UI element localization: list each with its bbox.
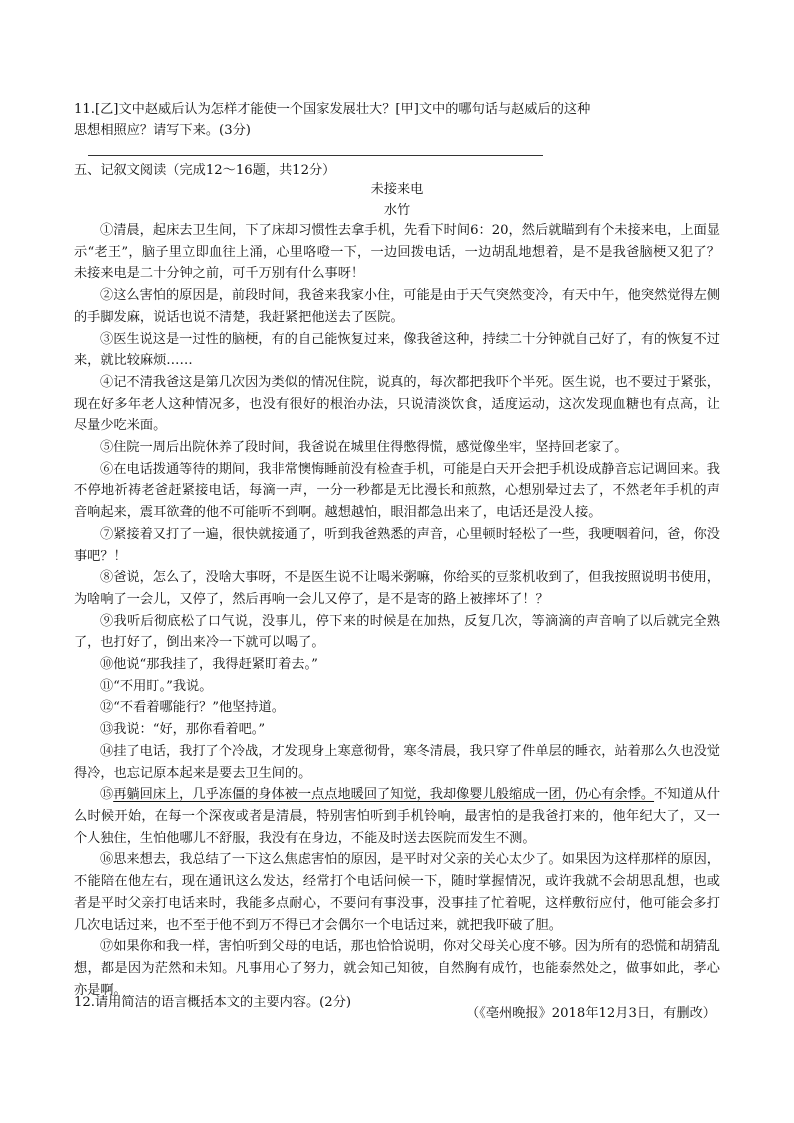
- paragraph-15-marker: ⑮: [100, 787, 114, 803]
- question-12: 12.请用简洁的语言概括本文的主要内容。(2分): [74, 995, 352, 1010]
- underlined-sentence: 再躺回床上，几乎冻僵的身体被一点点地暖回了知觉，我却像婴儿般缩成一团，仍心有余悸。: [113, 787, 655, 803]
- article-title: 未接来电: [370, 182, 424, 197]
- question-11-line2: 思想相照应？请写下来。(3分): [74, 123, 251, 138]
- paragraph-1: ①清晨，起床去卫生间，下了床却习惯性去拿手机，先看下时间6：20，然后就瞄到有个未接来电，上面显示“老王”，脑子里立即血往上涌，心里咯噔一下，一边回拨电话，一边胡乱地想着，是不是我爸脑梗又犯了？未接来电是二十分钟之前，可千万别有什么事呀！: [74, 223, 720, 282]
- paragraph-16: ⑯思来想去，我总结了一下这么焦虑害怕的原因，是平时对父亲的关心太少了。如果因为这样那样的原因，不能陪在他左右，现在通讯这么发达，经常打个电话问候一下，随时掌握情况，或许我就不会胡思乱想，也或者是平时父亲打电话来时，我能多点耐心，不要问有事没事，没事挂了忙着呢，这样敷衍应付，他可能会多打几次电话过来，也不至于他不到万不得已才会偶尔一个电话过来，就把我吓破了胆。: [74, 852, 720, 933]
- paragraph-4: ④记不清我爸这是第几次因为类似的情况住院，说真的，每次都把我吓个半死。医生说，也不要过于紧张，现在好多年老人这种情况多，也没有很好的根治办法，只说清淡饮食，适度运动，这次发现血糖也有点高，让尽量少吃米面。: [74, 374, 720, 434]
- paragraph-17: ⑰如果你和我一样，害怕听到父母的电话，那也恰恰说明，你对父母关心度不够。因为所有的恐慌和胡猜乱想，都是因为茫然和未知。凡事用心了努力，就会知己知彼，自然胸有成竹，也能泰然处之，做事如此，孝心亦是啊。: [74, 939, 720, 998]
- paragraph-12: ⑫“不看着哪能行？”他坚持道。: [100, 700, 285, 716]
- question-11-line1: 11.[乙]文中赵威后认为怎样才能使一个国家发展壮大？[甲]文中的哪句话与赵威后的这种: [74, 102, 591, 117]
- section-title: 五、记叙文阅读（完成12～16题，共12分）: [74, 163, 336, 178]
- paragraph-13: ⑬我说：“好，那你看着吧。”: [100, 722, 266, 738]
- paragraph-8: ⑧爸说，怎么了，没啥大事呀，不是医生说不让喝米粥嘛，你给买的豆浆机收到了，但我按照说明书使用，为啥响了一会儿，又停了，然后再响一会儿又停了，是不是寄的路上被摔坏了！？: [74, 570, 720, 607]
- paragraph-3: ③医生说这是一过性的脑梗，有的自己能恢复过来，像我爸这种，持续二十分钟就自己好了，有的恢复不过来，就比较麻烦……: [74, 331, 720, 369]
- paragraph-15: [74, 784, 720, 849]
- paragraph-5: ⑤住院一周后出院休养了段时间，我爸说在城里住得憋得慌，感觉像坐牢，坚持回老家了。: [100, 440, 628, 456]
- paragraph-14: ⑭挂了电话，我打了个冷战，才发现身上寒意彻骨，寒冬清晨，我只穿了件单层的睡衣，站着那么久也没觉得冷，也忘记原本起来是要去卫生间的。: [74, 743, 720, 781]
- article-body: [74, 220, 720, 1025]
- paragraph-7: ⑦紧接着又打了一遍，很快就接通了，听到我爸熟悉的声音，心里顿时轻松了一些，我哽咽着问，爸，你没事吧？！: [74, 526, 720, 564]
- paragraph-6: ⑥在电话拨通等待的期间，我非常懊悔睡前没有检查手机，可能是白天开会把手机设成静音忘记调回来。我不停地祈祷老爸赶紧接电话，每滴一声，一分一秒都是无比漫长和煎熬，心想别晕过去了，不然老年手机的声音响起来，震耳欲聋的他不可能听不到啊。越想越怕，眼泪都急出来了，电话还是没人接。: [74, 461, 720, 521]
- article-author: 水竹: [383, 203, 411, 218]
- paragraph-11: ⑪“不用盯。”我说。: [100, 678, 213, 694]
- paragraph-15-rest: 不知道从什么时候开始，在每一个深夜或者是清晨，特别害怕听到手机铃响，最害怕的是我爸打来的，他年纪大了，又一个人独住，生怕他哪儿不舒服，我没有在身边，不能及时送去医院而发生不测。: [74, 787, 721, 846]
- paragraph-10: ⑩他说“那我挂了，我得赶紧盯着去。”: [100, 657, 318, 673]
- question-11: [74, 99, 714, 141]
- article-source: （《亳州晚报》2018年12月3日，有删改）: [466, 1006, 716, 1022]
- paragraph-2: ②这么害怕的原因是，前段时间，我爸来我家小住，可能是由于天气突然变冷，有天中午，他突然觉得左侧的手脚发麻，说话也说不清楚，我赶紧把他送去了医院。: [74, 288, 720, 325]
- answer-line: [88, 155, 543, 156]
- paragraph-9: ⑨我听后彻底松了口气说，没事儿，停下来的时候是在加热，反复几次，等滴滴的声音响了以后就完全熟了，也打好了，倒出来冷一下就可以喝了。: [74, 613, 720, 651]
